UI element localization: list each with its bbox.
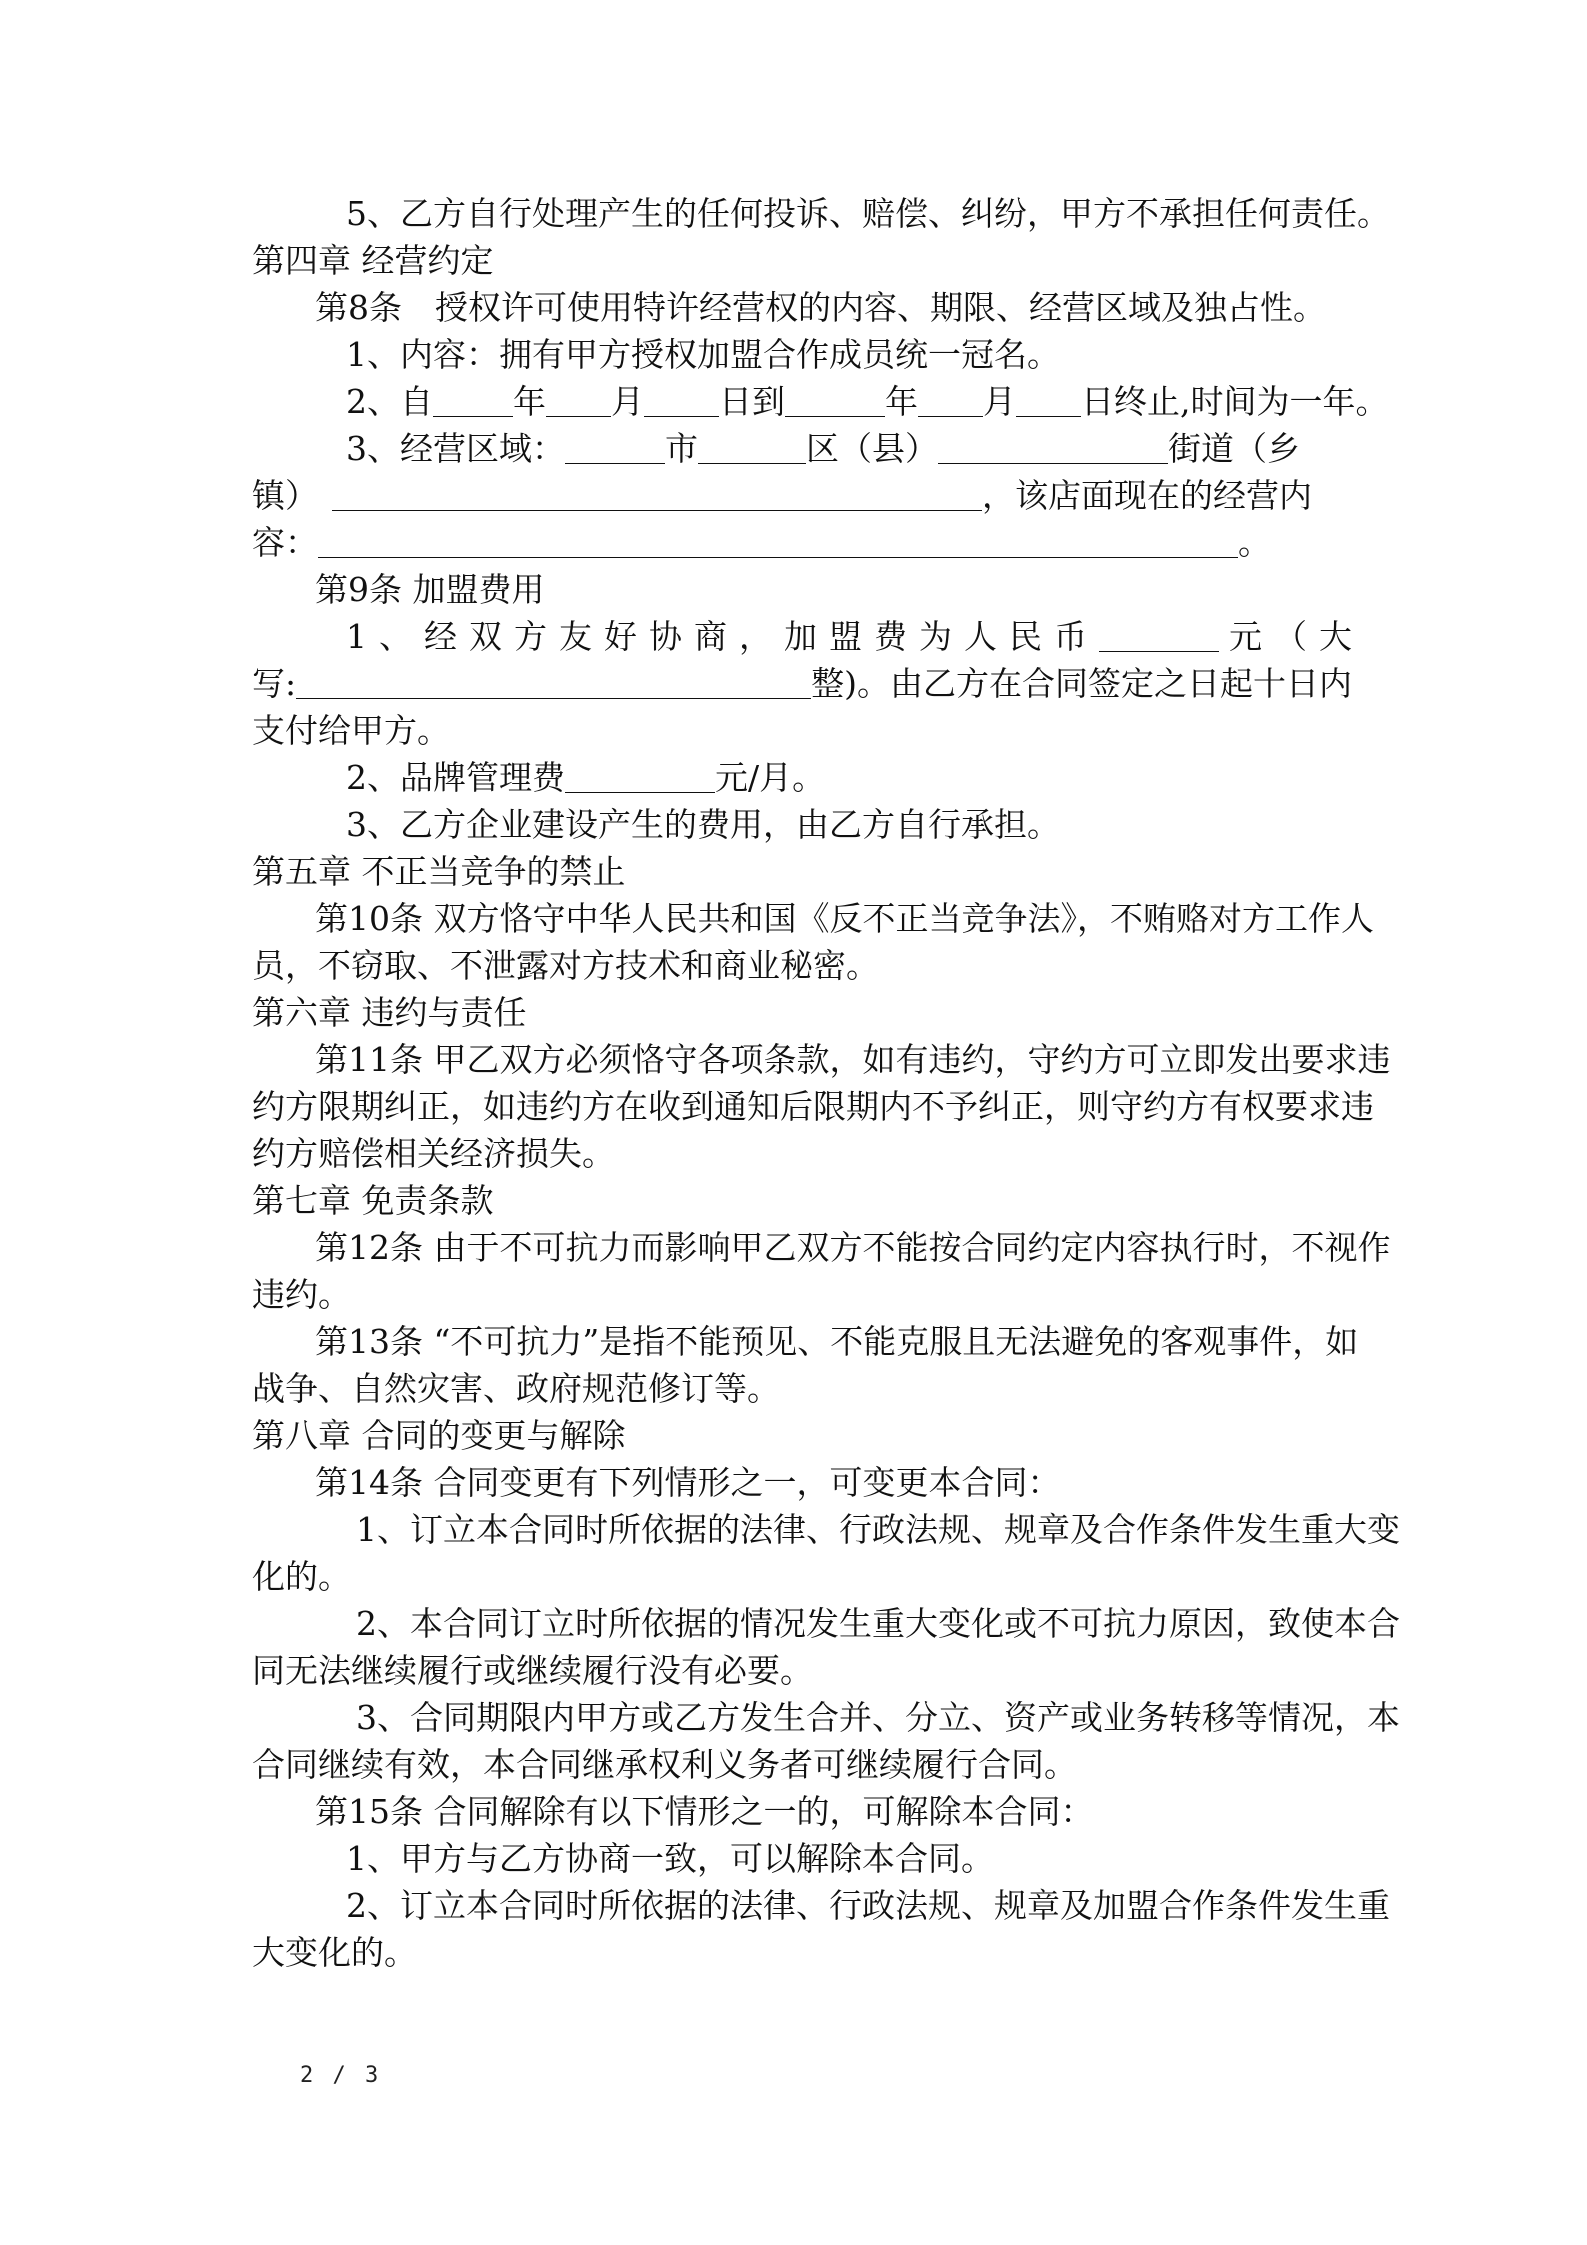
clause-line: 5、乙方自行处理产生的任何投诉、赔偿、纠纷，甲方不承担任何责任。 bbox=[346, 194, 1390, 233]
article-line: 约方限期纠正，如违约方在收到通知后限期内不予纠正，则守约方有权要求违 bbox=[252, 1087, 1374, 1126]
clause-line-brand-fee: 2、品牌管理费 元/月。 bbox=[346, 758, 826, 797]
day-blank[interactable] bbox=[1016, 384, 1081, 417]
article-line: 第12条 由于不可抗力而影响甲乙双方不能按合同约定内容执行时，不视作 bbox=[315, 1228, 1391, 1267]
clause-line: 3、合同期限内甲方或乙方发生合并、分立、资产或业务转移等情况，本 bbox=[356, 1698, 1400, 1737]
clause-line: 化的。 bbox=[252, 1557, 351, 1596]
clause-line: 1、内容：拥有甲方授权加盟合作成员统一冠名。 bbox=[346, 335, 1060, 374]
article-line: 第14条 合同变更有下列情形之一，可变更本合同： bbox=[315, 1463, 1061, 1502]
fee-amount-blank[interactable] bbox=[1099, 619, 1219, 652]
clause-line: 2、订立本合同时所依据的法律、行政法规、规章及加盟合作条件发生重 bbox=[346, 1886, 1390, 1925]
month-blank[interactable] bbox=[546, 384, 611, 417]
chapter-heading: 第八章 合同的变更与解除 bbox=[252, 1416, 626, 1455]
clause-line: 大变化的。 bbox=[252, 1933, 417, 1972]
town-blank[interactable] bbox=[332, 478, 982, 511]
clause-line-fee: 1、经双方友好协商，加盟费为人民币 元（大 bbox=[346, 617, 1364, 656]
clause-line: 1、甲方与乙方协商一致，可以解除本合同。 bbox=[346, 1839, 994, 1878]
fee-uppercase-blank[interactable] bbox=[296, 666, 811, 699]
article-line: 第13条 “不可抗力”是指不能预见、不能克服且无法避免的客观事件，如 bbox=[315, 1322, 1359, 1361]
clause-line: 同无法继续履行或继续履行没有必要。 bbox=[252, 1651, 813, 1690]
clause-line-region-cont: 镇） ，该店面现在的经营内 bbox=[252, 476, 1312, 515]
year-blank[interactable] bbox=[785, 384, 885, 417]
clause-line: 合同继续有效，本合同继承权利义务者可继续履行合同。 bbox=[252, 1745, 1077, 1784]
article-line: 第10条 双方恪守中华人民共和国《反不正当竞争法》，不贿赂对方工作人 bbox=[315, 899, 1374, 938]
article-line: 第15条 合同解除有以下情形之一的，可解除本合同： bbox=[315, 1792, 1094, 1831]
clause-line-fee-uppercase: 写: 整)。由乙方在合同签定之日起十日内 bbox=[252, 664, 1352, 703]
article-heading: 第9条 加盟费用 bbox=[315, 570, 545, 609]
clause-line: 1、订立本合同时所依据的法律、行政法规、规章及合作条件发生重大变 bbox=[356, 1510, 1400, 1549]
business-content-blank[interactable] bbox=[318, 525, 1238, 558]
clause-line: 支付给甲方。 bbox=[252, 711, 450, 750]
document-body bbox=[252, 190, 1400, 1976]
chapter-heading: 第七章 免责条款 bbox=[252, 1181, 494, 1220]
article-line: 违约。 bbox=[252, 1275, 351, 1314]
page-number: 2 / 3 bbox=[300, 2063, 382, 2088]
clause-line: 3、乙方企业建设产生的费用，由乙方自行承担。 bbox=[346, 805, 1060, 844]
brand-fee-blank[interactable] bbox=[565, 760, 715, 793]
city-blank[interactable] bbox=[565, 431, 665, 464]
chapter-heading: 第六章 违约与责任 bbox=[252, 993, 527, 1032]
chapter-heading: 第五章 不正当竞争的禁止 bbox=[252, 852, 626, 891]
clause-line-date-range: 2、自 年 月 日到 年 月 日终止,时间为一年。 bbox=[346, 382, 1389, 421]
day-blank[interactable] bbox=[644, 384, 719, 417]
street-blank[interactable] bbox=[938, 431, 1168, 464]
clause-line: 2、本合同订立时所依据的情况发生重大变化或不可抗力原因，致使本合 bbox=[356, 1604, 1400, 1643]
article-line: 员，不窃取、不泄露对方技术和商业秘密。 bbox=[252, 946, 879, 985]
district-blank[interactable] bbox=[698, 431, 806, 464]
year-blank[interactable] bbox=[433, 384, 513, 417]
chapter-heading: 第四章 经营约定 bbox=[252, 241, 494, 280]
month-blank[interactable] bbox=[918, 384, 983, 417]
article-line: 约方赔偿相关经济损失。 bbox=[252, 1134, 615, 1173]
clause-line-business-content: 容： 。 bbox=[252, 523, 1271, 562]
article-line: 战争、自然灾害、政府规范修订等。 bbox=[252, 1369, 780, 1408]
article-heading: 第8条 授权许可使用特许经营权的内容、期限、经营区域及独占性。 bbox=[315, 288, 1326, 327]
article-line: 第11条 甲乙双方必须恪守各项条款，如有违约，守约方可立即发出要求违 bbox=[315, 1040, 1391, 1079]
clause-line-region: 3、经营区域： 市 区（县） 街道（乡 bbox=[346, 429, 1300, 468]
